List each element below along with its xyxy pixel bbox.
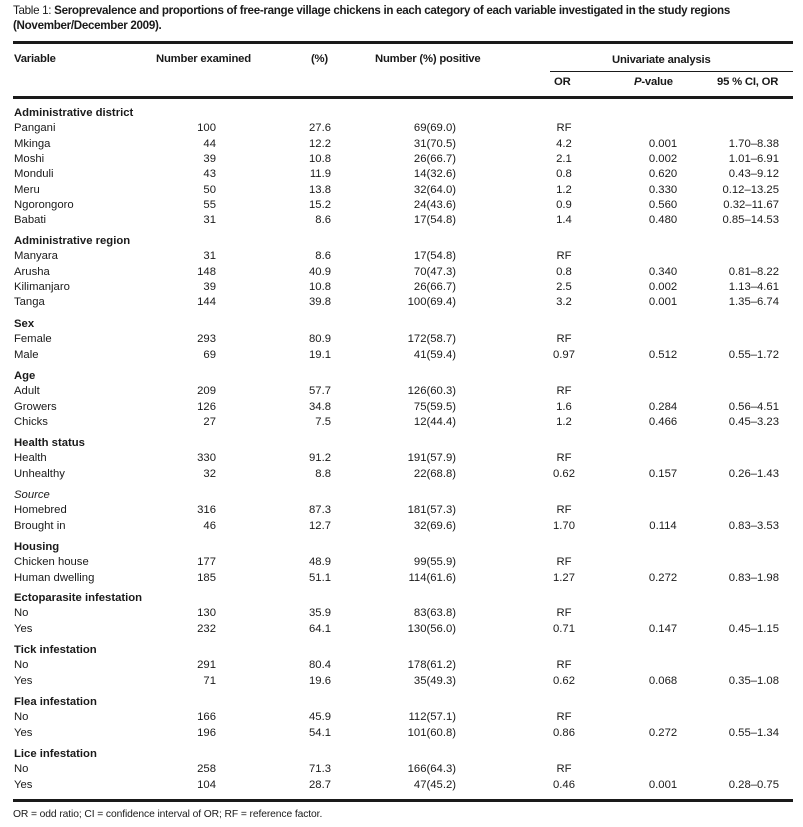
table-row <box>0 710 803 725</box>
cell-or: 1.27 <box>553 571 575 584</box>
cell-or: RF <box>556 763 572 776</box>
cell-variable: Yes <box>14 674 33 687</box>
cell-number-examined: 316 <box>197 504 216 517</box>
cell-variable: Arusha <box>14 265 50 278</box>
cell-number-positive: 191(57.9) <box>407 452 456 465</box>
cell-p-value: 0.480 <box>648 214 678 227</box>
cell-variable: Unhealthy <box>14 467 65 480</box>
table-row <box>0 332 803 347</box>
cell-percent: 15.2 <box>309 198 331 211</box>
cell-variable: Pangani <box>14 122 56 135</box>
cell-p-value: 0.147 <box>648 622 678 635</box>
group-title: Age <box>14 370 36 382</box>
cell-or: 1.70 <box>553 519 575 532</box>
header-or: OR <box>554 76 571 88</box>
table-row <box>0 503 803 518</box>
cell-p-value: 0.114 <box>649 519 677 532</box>
cell-number-examined: 185 <box>197 571 216 584</box>
cell-number-positive: 101(60.8) <box>407 726 456 739</box>
cell-number-examined: 69 <box>203 348 216 361</box>
cell-or: RF <box>556 659 572 672</box>
cell-percent: 12.2 <box>309 137 331 150</box>
cell-or: RF <box>556 607 572 620</box>
header-ci: 95 % CI, OR <box>717 76 779 88</box>
cell-number-examined: 46 <box>203 519 216 532</box>
cell-ci: 0.55–1.34 <box>728 726 779 739</box>
group-title: Tick infestation <box>14 644 97 656</box>
table-row <box>0 762 803 777</box>
table-row <box>0 571 803 586</box>
cell-number-positive: 70(47.3) <box>413 265 456 278</box>
header-rule <box>13 96 793 99</box>
cell-or: 3.2 <box>556 296 572 309</box>
cell-percent: 64.1 <box>309 622 331 635</box>
cell-variable: Meru <box>14 183 40 196</box>
cell-number-examined: 130 <box>197 607 216 620</box>
cell-number-examined: 50 <box>203 183 216 196</box>
cell-number-examined: 31 <box>203 250 216 263</box>
cell-percent: 10.8 <box>309 152 331 165</box>
cell-number-examined: 44 <box>203 137 216 150</box>
cell-percent: 80.9 <box>309 333 331 346</box>
cell-or: 2.5 <box>556 280 572 293</box>
cell-percent: 12.7 <box>309 519 331 532</box>
cell-number-positive: 130(56.0) <box>407 622 456 635</box>
cell-number-examined: 104 <box>197 778 216 791</box>
cell-number-examined: 330 <box>197 452 216 465</box>
table-row <box>0 555 803 570</box>
cell-p-value: 0.272 <box>648 571 678 584</box>
cell-number-positive: 166(64.3) <box>407 763 456 776</box>
cell-p-value: 0.272 <box>648 726 678 739</box>
cell-number-examined: 43 <box>203 168 216 181</box>
table-row <box>0 606 803 621</box>
table-row <box>0 213 803 228</box>
cell-percent: 54.1 <box>309 726 331 739</box>
cell-variable: No <box>14 659 29 672</box>
header-univariate: Univariate analysis <box>612 54 711 66</box>
cell-or: RF <box>556 711 572 724</box>
cell-percent: 11.9 <box>309 168 331 181</box>
cell-variable: No <box>14 607 29 620</box>
cell-number-examined: 71 <box>203 674 216 687</box>
cell-or: 0.62 <box>553 674 575 687</box>
cell-number-examined: 39 <box>203 152 216 165</box>
table-row <box>0 726 803 741</box>
cell-number-positive: 126(60.3) <box>407 385 456 398</box>
caption-label: Table 1: <box>13 4 52 17</box>
header-percent: (%) <box>311 53 328 65</box>
cell-p-value: 0.466 <box>648 415 678 428</box>
cell-percent: 80.4 <box>309 659 331 672</box>
cell-number-examined: 166 <box>197 711 216 724</box>
cell-p-value: 0.001 <box>648 137 678 150</box>
cell-number-examined: 232 <box>197 622 216 635</box>
cell-or: 1.6 <box>556 400 572 413</box>
cell-ci: 1.35–6.74 <box>728 296 779 309</box>
cell-variable: Babati <box>14 214 47 227</box>
cell-variable: Brought in <box>14 519 66 532</box>
top-rule <box>13 41 793 44</box>
table-row <box>0 519 803 534</box>
cell-percent: 19.6 <box>309 674 331 687</box>
cell-variable: No <box>14 763 29 776</box>
table-row <box>0 152 803 167</box>
cell-number-positive: 99(55.9) <box>413 556 456 569</box>
cell-or: RF <box>556 385 572 398</box>
group-header-row <box>0 540 803 555</box>
cell-percent: 34.8 <box>309 400 331 413</box>
table-row <box>0 167 803 182</box>
table-row <box>0 778 803 793</box>
cell-percent: 28.7 <box>309 778 331 791</box>
cell-variable: Growers <box>14 400 57 413</box>
cell-p-value: 0.340 <box>648 265 678 278</box>
cell-number-positive: 12(44.4) <box>413 415 456 428</box>
cell-number-examined: 177 <box>197 556 216 569</box>
group-title: Administrative district <box>14 107 134 119</box>
cell-percent: 7.5 <box>315 415 331 428</box>
group-title: Administrative region <box>14 235 131 247</box>
cell-p-value: 0.001 <box>648 296 678 309</box>
cell-number-positive: 112(57.1) <box>408 711 456 724</box>
cell-percent: 13.8 <box>309 183 331 196</box>
group-header-row <box>0 591 803 606</box>
cell-number-examined: 100 <box>197 122 216 135</box>
cell-variable: Tanga <box>14 296 45 309</box>
group-title: Ectoparasite infestation <box>14 592 143 604</box>
table-row <box>0 451 803 466</box>
group-header-row <box>0 369 803 384</box>
cell-number-positive: 47(45.2) <box>413 778 456 791</box>
cell-number-positive: 32(64.0) <box>413 183 456 196</box>
cell-p-value: 0.001 <box>648 778 678 791</box>
cell-variable: Kilimanjaro <box>14 280 70 293</box>
table-row <box>0 265 803 280</box>
cell-ci: 1.13–4.61 <box>728 280 779 293</box>
cell-ci: 0.55–1.72 <box>728 348 779 361</box>
cell-or: 1.4 <box>556 214 572 227</box>
cell-or: 0.8 <box>556 168 572 181</box>
caption-line-1 <box>13 3 730 18</box>
cell-percent: 10.8 <box>309 280 331 293</box>
table-row <box>0 280 803 295</box>
cell-number-examined: 31 <box>203 214 216 227</box>
group-title: Flea infestation <box>14 696 97 708</box>
cell-ci: 0.45–1.15 <box>728 622 779 635</box>
cell-ci: 1.01–6.91 <box>728 152 779 165</box>
table-row <box>0 400 803 415</box>
cell-percent: 8.8 <box>315 467 331 480</box>
header-number-examined: Number examined <box>156 53 251 65</box>
cell-variable: Male <box>14 348 39 361</box>
table-row <box>0 183 803 198</box>
caption-line-2: (November/December 2009). <box>13 19 162 32</box>
group-header-row <box>0 747 803 762</box>
caption-text: Seroprevalence and proportions of free-range village chickens in each category of each variable investigated in the study regions <box>54 4 730 17</box>
cell-ci: 0.28–0.75 <box>728 778 779 791</box>
cell-number-positive: 114(61.6) <box>408 571 456 584</box>
cell-variable: Moshi <box>14 152 45 165</box>
cell-number-positive: 41(59.4) <box>413 348 456 361</box>
cell-ci: 0.32–11.67 <box>723 198 779 211</box>
cell-number-positive: 69(69.0) <box>413 122 456 135</box>
cell-p-value: 0.620 <box>648 168 678 181</box>
cell-percent: 87.3 <box>309 504 331 517</box>
cell-p-value: 0.284 <box>648 400 678 413</box>
cell-ci: 0.12–13.25 <box>722 183 779 196</box>
cell-percent: 91.2 <box>309 452 331 465</box>
table-row <box>0 348 803 363</box>
footnote: OR = odd ratio; CI = confidence interval of OR; RF = reference factor. <box>13 809 323 820</box>
group-title: Sex <box>14 318 35 330</box>
cell-number-examined: 209 <box>197 385 216 398</box>
cell-or: 2.1 <box>556 152 572 165</box>
cell-number-examined: 148 <box>197 265 216 278</box>
cell-number-examined: 196 <box>197 726 216 739</box>
cell-number-positive: 24(43.6) <box>413 198 456 211</box>
group-header-row <box>0 317 803 332</box>
cell-percent: 27.6 <box>309 122 331 135</box>
cell-number-positive: 17(54.8) <box>413 214 456 227</box>
table-row <box>0 249 803 264</box>
cell-or: RF <box>556 504 572 517</box>
header-p-suffix: -value <box>641 76 673 88</box>
cell-or: 0.62 <box>553 467 575 480</box>
group-header-row <box>0 488 803 503</box>
header-variable: Variable <box>14 53 56 65</box>
group-header-row <box>0 234 803 249</box>
group-title: Health status <box>14 437 85 449</box>
cell-p-value: 0.512 <box>648 348 678 361</box>
cell-variable: Yes <box>14 726 33 739</box>
group-header-row <box>0 436 803 451</box>
cell-variable: Yes <box>14 778 33 791</box>
cell-variable: Health <box>14 452 47 465</box>
group-header-row <box>0 643 803 658</box>
cell-number-positive: 100(69.4) <box>407 296 456 309</box>
cell-or: 0.8 <box>556 265 572 278</box>
cell-percent: 19.1 <box>309 348 331 361</box>
cell-or: RF <box>556 556 572 569</box>
cell-ci: 0.83–3.53 <box>728 519 779 532</box>
cell-ci: 0.81–8.22 <box>728 265 779 278</box>
group-title: Housing <box>14 541 60 553</box>
cell-p-value: 0.560 <box>648 198 678 211</box>
table-row <box>0 137 803 152</box>
cell-percent: 51.1 <box>309 571 331 584</box>
cell-p-value: 0.068 <box>648 674 678 687</box>
cell-p-value: 0.002 <box>648 280 678 293</box>
cell-variable: Homebred <box>14 504 67 517</box>
table-row <box>0 674 803 689</box>
cell-number-examined: 293 <box>197 333 216 346</box>
cell-variable: No <box>14 711 29 724</box>
table-row <box>0 295 803 310</box>
cell-number-positive: 83(63.8) <box>413 607 456 620</box>
cell-or: 1.2 <box>556 415 572 428</box>
header-number-positive: Number (%) positive <box>375 53 481 65</box>
cell-or: 4.2 <box>556 137 572 150</box>
cell-percent: 39.8 <box>309 296 331 309</box>
cell-percent: 40.9 <box>309 265 331 278</box>
cell-number-examined: 258 <box>197 763 216 776</box>
table-row <box>0 415 803 430</box>
cell-or: 0.46 <box>553 778 575 791</box>
table-row <box>0 198 803 213</box>
cell-variable: Human dwelling <box>14 571 95 584</box>
cell-ci: 0.35–1.08 <box>728 674 779 687</box>
cell-number-examined: 55 <box>203 198 216 211</box>
cell-number-positive: 26(66.7) <box>413 152 456 165</box>
cell-number-examined: 126 <box>197 400 216 413</box>
cell-p-value: 0.002 <box>648 152 678 165</box>
cell-percent: 35.9 <box>309 607 331 620</box>
cell-number-positive: 35(49.3) <box>413 674 456 687</box>
cell-number-examined: 27 <box>203 415 216 428</box>
cell-variable: Manyara <box>14 250 58 263</box>
cell-percent: 8.6 <box>315 214 331 227</box>
cell-or: 0.97 <box>553 348 575 361</box>
cell-variable: Mkinga <box>14 137 51 150</box>
cell-percent: 57.7 <box>309 385 331 398</box>
univariate-underline <box>550 71 793 72</box>
cell-or: 0.86 <box>553 726 575 739</box>
cell-number-examined: 144 <box>197 296 216 309</box>
cell-ci: 0.56–4.51 <box>728 400 779 413</box>
header-p-value <box>634 76 673 88</box>
group-header-row <box>0 695 803 710</box>
cell-ci: 0.83–1.98 <box>728 571 779 584</box>
cell-number-positive: 178(61.2) <box>407 659 456 672</box>
table-row <box>0 121 803 136</box>
cell-number-positive: 14(32.6) <box>413 168 456 181</box>
header-p-italic: P <box>634 76 642 88</box>
cell-number-positive: 181(57.3) <box>407 504 456 517</box>
cell-percent: 48.9 <box>309 556 331 569</box>
group-title: Source <box>14 489 50 501</box>
cell-number-examined: 291 <box>197 659 216 672</box>
cell-variable: Female <box>14 333 52 346</box>
table-row <box>0 384 803 399</box>
cell-ci: 0.85–14.53 <box>722 214 779 227</box>
group-title: Lice infestation <box>14 748 97 760</box>
cell-number-examined: 32 <box>203 467 216 480</box>
cell-or: 1.2 <box>556 183 572 196</box>
cell-ci: 0.26–1.43 <box>728 467 779 480</box>
cell-p-value: 0.330 <box>648 183 678 196</box>
cell-or: 0.71 <box>553 622 575 635</box>
group-header-row <box>0 106 803 121</box>
cell-percent: 71.3 <box>309 763 331 776</box>
table-row <box>0 658 803 673</box>
cell-ci: 1.70–8.38 <box>728 137 779 150</box>
cell-number-positive: 26(66.7) <box>413 280 456 293</box>
cell-number-positive: 17(54.8) <box>413 250 456 263</box>
cell-variable: Ngorongoro <box>14 198 74 211</box>
cell-percent: 8.6 <box>315 250 331 263</box>
cell-number-examined: 39 <box>203 280 216 293</box>
cell-or: RF <box>556 452 572 465</box>
cell-variable: Chicks <box>14 415 48 428</box>
cell-or: RF <box>556 250 572 263</box>
table-row <box>0 622 803 637</box>
cell-variable: Yes <box>14 622 33 635</box>
bottom-rule <box>13 799 793 802</box>
cell-ci: 0.43–9.12 <box>728 168 779 181</box>
cell-ci: 0.45–3.23 <box>728 415 779 428</box>
cell-variable: Adult <box>14 385 40 398</box>
cell-variable: Chicken house <box>14 556 89 569</box>
table-caption <box>13 3 730 33</box>
cell-number-positive: 32(69.6) <box>413 519 456 532</box>
cell-or: 0.9 <box>556 198 572 211</box>
cell-number-positive: 172(58.7) <box>407 333 456 346</box>
cell-or: RF <box>556 333 572 346</box>
cell-p-value: 0.157 <box>648 467 678 480</box>
cell-number-positive: 31(70.5) <box>413 137 456 150</box>
table-row <box>0 467 803 482</box>
cell-number-positive: 22(68.8) <box>413 467 456 480</box>
cell-or: RF <box>556 122 572 135</box>
cell-number-positive: 75(59.5) <box>413 400 456 413</box>
cell-percent: 45.9 <box>309 711 331 724</box>
cell-variable: Monduli <box>14 168 54 181</box>
